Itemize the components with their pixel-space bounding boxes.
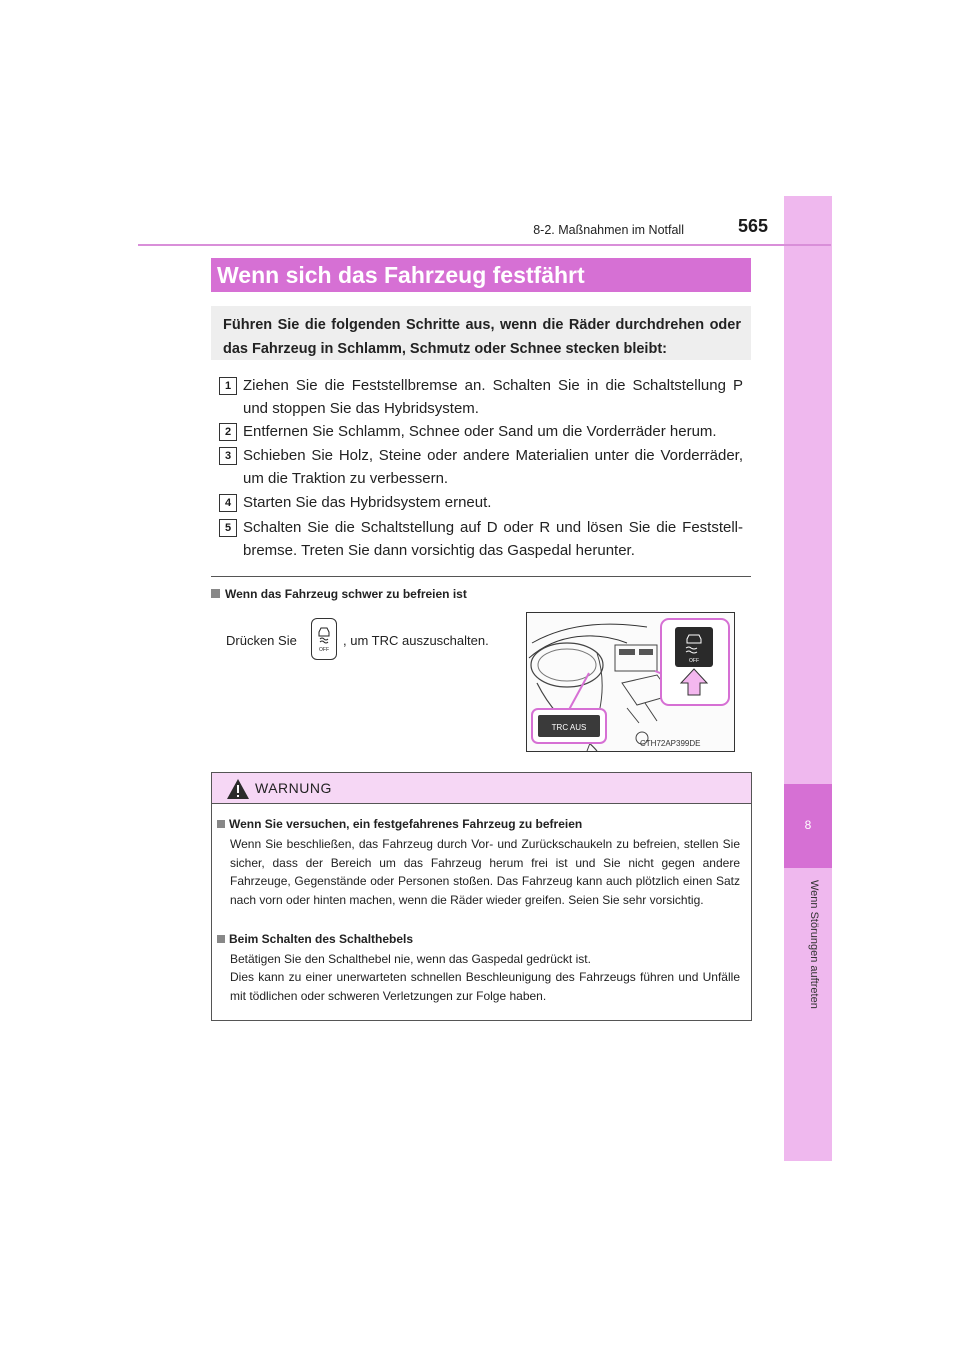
warning-item-heading-text: Beim Schalten des Schalthebels [229,932,414,946]
warning-item-heading [217,817,582,831]
header-rule [138,244,831,246]
step-text: Ziehen Sie die Feststellbremse an. Schalten Sie in die Schaltstellung P und stoppen Sie das Hybridsystem. [243,377,743,417]
step-text: Starten Sie das Hybridsystem erneut. [243,494,492,511]
trc-aus-label: TRC AUS [551,723,587,732]
instruction-text-end: , um TRC auszuschalten. [343,633,489,648]
warning-item-heading [217,932,413,946]
chapter-number: 8 [804,818,812,832]
step-text: Entfernen Sie Schlamm, Schnee oder Sand um die Vorderräder herum. [243,423,717,440]
trc-off-button-icon [311,618,337,660]
chapter-title: Wenn Störungen auftreten [808,880,820,1009]
section-divider [211,576,751,577]
square-bullet-icon [211,589,220,598]
step-text: Schalten Sie die Schaltstellung auf D oder R und lösen Sie die Feststell-bremse. Treten Sie dann vorsichtig das Gaspedal herunter. [243,519,743,559]
warning-triangle-icon [226,778,250,805]
warning-item-heading-text: Wenn Sie versuchen, ein festgefahrenes Fahrzeug zu befreien [229,817,583,831]
page-number: 565 [738,216,769,236]
step-number: 1 [219,377,237,395]
step-number: 3 [219,447,237,465]
step-number: 2 [219,423,237,441]
illustration-off-label: OFF [689,658,699,664]
dashboard-illustration [526,612,735,752]
step-number: 5 [219,519,237,537]
warning-item-body: Wenn Sie beschließen, das Fahrzeug durch Vor- und Zurückschaukeln zu befreien, stellen Sie sicher, dass der Bereich um das Fahrzeug herum frei ist und Sie nicht gegen andere Fahrzeuge, Gegenstände oder Personen stoßen. Das Fahrzeug kann auch plötzlich einen Satz nach vorn oder hinten machen, wenn die Räder wieder greifen. Seien Sie sehr vorsichtig. [230,837,740,907]
button-off-label: OFF [319,647,329,653]
subsection-heading-text: Wenn das Fahrzeug schwer zu befreien ist [225,587,467,601]
section-reference: 8-2. Maßnahmen im Notfall [533,223,684,237]
illustration-code: CTH72AP399DE [640,739,701,748]
page-title: Wenn sich das Fahrzeug festfährt [217,262,585,288]
instruction-text-start: Drücken Sie [226,633,297,648]
subsection-heading [211,587,467,601]
step-number: 4 [219,494,237,512]
warning-title: WARNUNG [255,780,332,796]
warning-item-body: Betätigen Sie den Schalthebel nie, wenn das Gaspedal gedrückt ist. [230,952,591,966]
intro-text: Führen Sie die folgenden Schritte aus, wenn die Räder durchdrehen oder das Fahrzeug in Schlamm, Schmutz oder Schnee stecken bleibt: [223,317,741,357]
square-bullet-icon [217,820,225,828]
warning-item-body: Dies kann zu einer unerwarteten schnellen Beschleunigung des Fahrzeugs führen und Unfälle mit tödlichen oder schweren Verletzungen zur Folge haben. [230,970,740,1003]
square-bullet-icon [217,935,225,943]
step-text: Schieben Sie Holz, Steine oder andere Materialien unter die Vorderräder, um die Traktion zu verbessern. [243,447,743,487]
